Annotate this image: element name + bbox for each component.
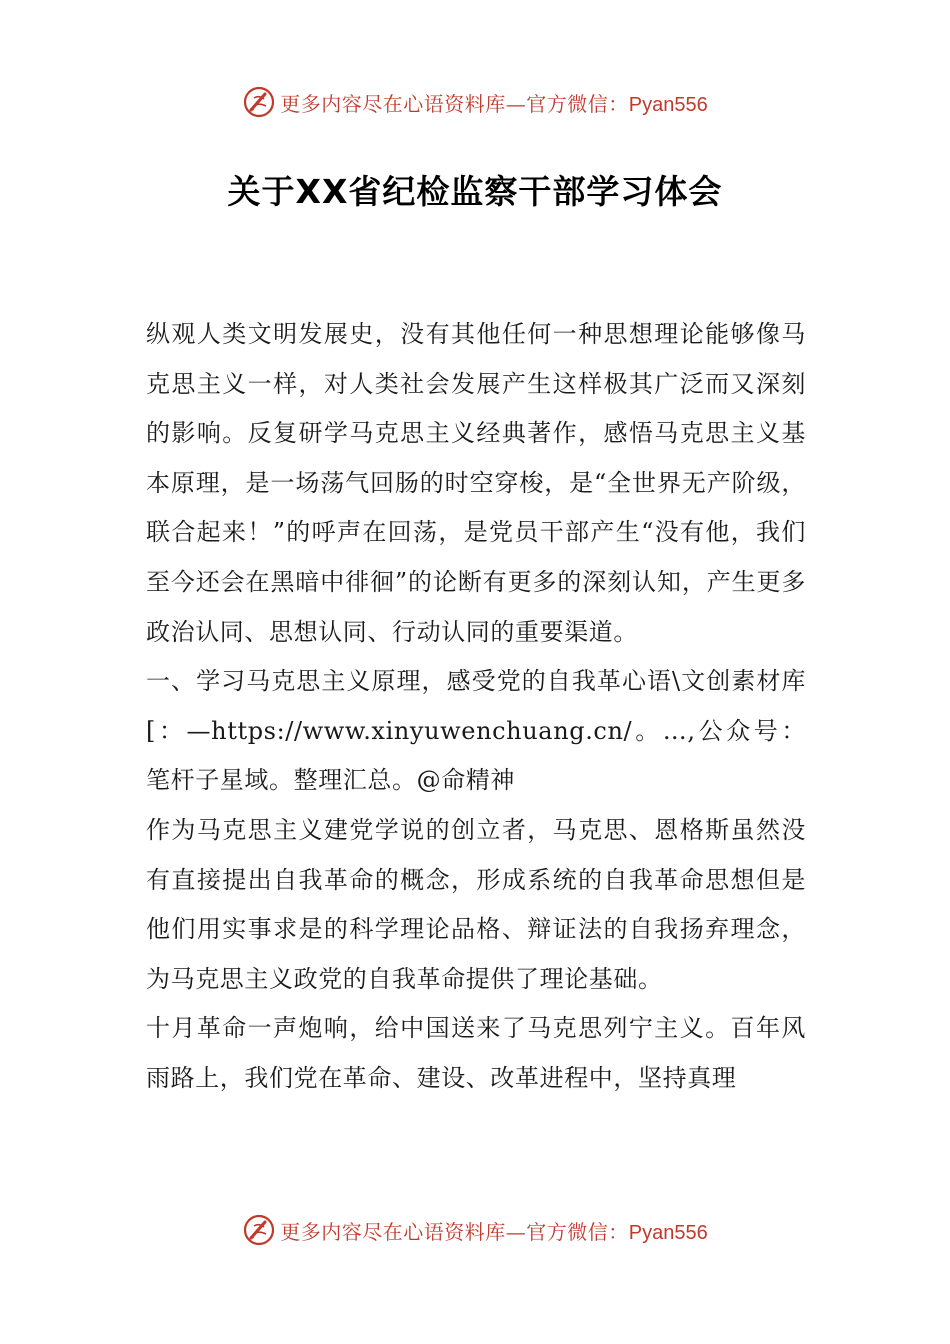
footer-banner-text <box>280 1216 707 1245</box>
document-body <box>146 310 806 1104</box>
paragraph: 一、学习马克思主义原理，感受党的自我革心语\文创素材库[：—https://www.xinyuwenchuang.cn/。…,公众号：笔杆子星域。整理汇总。@命精神 <box>146 667 806 795</box>
header-banner-text <box>280 88 707 117</box>
document-title: 关于XX省纪检监察干部学习体会 <box>227 172 723 211</box>
header-banner-handle: Pyan556 <box>628 93 708 116</box>
footer-banner <box>0 1208 950 1252</box>
footer-banner-handle: Pyan556 <box>628 1221 708 1244</box>
footer-banner-label: 更多内容尽在心语资料库—官方微信： <box>280 1219 629 1244</box>
header-banner <box>0 80 950 124</box>
pen-seal-logo-icon <box>242 85 276 119</box>
header-banner-label: 更多内容尽在心语资料库—官方微信： <box>280 91 629 116</box>
pen-seal-logo-icon <box>242 1213 276 1247</box>
paragraph: 十月革命一声炮响，给中国送来了马克思列宁主义。百年风雨路上，我们党在革命、建设、改革进程中，坚持真理 <box>146 1014 806 1092</box>
paragraph: 纵观人类文明发展史，没有其他任何一种思想理论能够像马克思主义一样，对人类社会发展产生这样极其广泛而又深刻的影响。反复研学马克思主义经典著作，感悟马克思主义基本原理，是一场荡气回肠的时空穿梭，是“全世界无产阶级，联合起来！”的呼声在回荡，是党员干部产生“没有他，我们至今还会在黑暗中徘徊”的论断有更多的深刻认知，产生更多政治认同、思想认同、行动认同的重要渠道。 <box>146 320 806 646</box>
paragraph: 作为马克思主义建党学说的创立者，马克思、恩格斯虽然没有直接提出自我革命的概念，形成系统的自我革命思想但是他们用实事求是的科学理论品格、辩证法的自我扬弃理念，为马克思主义政党的自我革命提供了理论基础。 <box>146 815 806 993</box>
